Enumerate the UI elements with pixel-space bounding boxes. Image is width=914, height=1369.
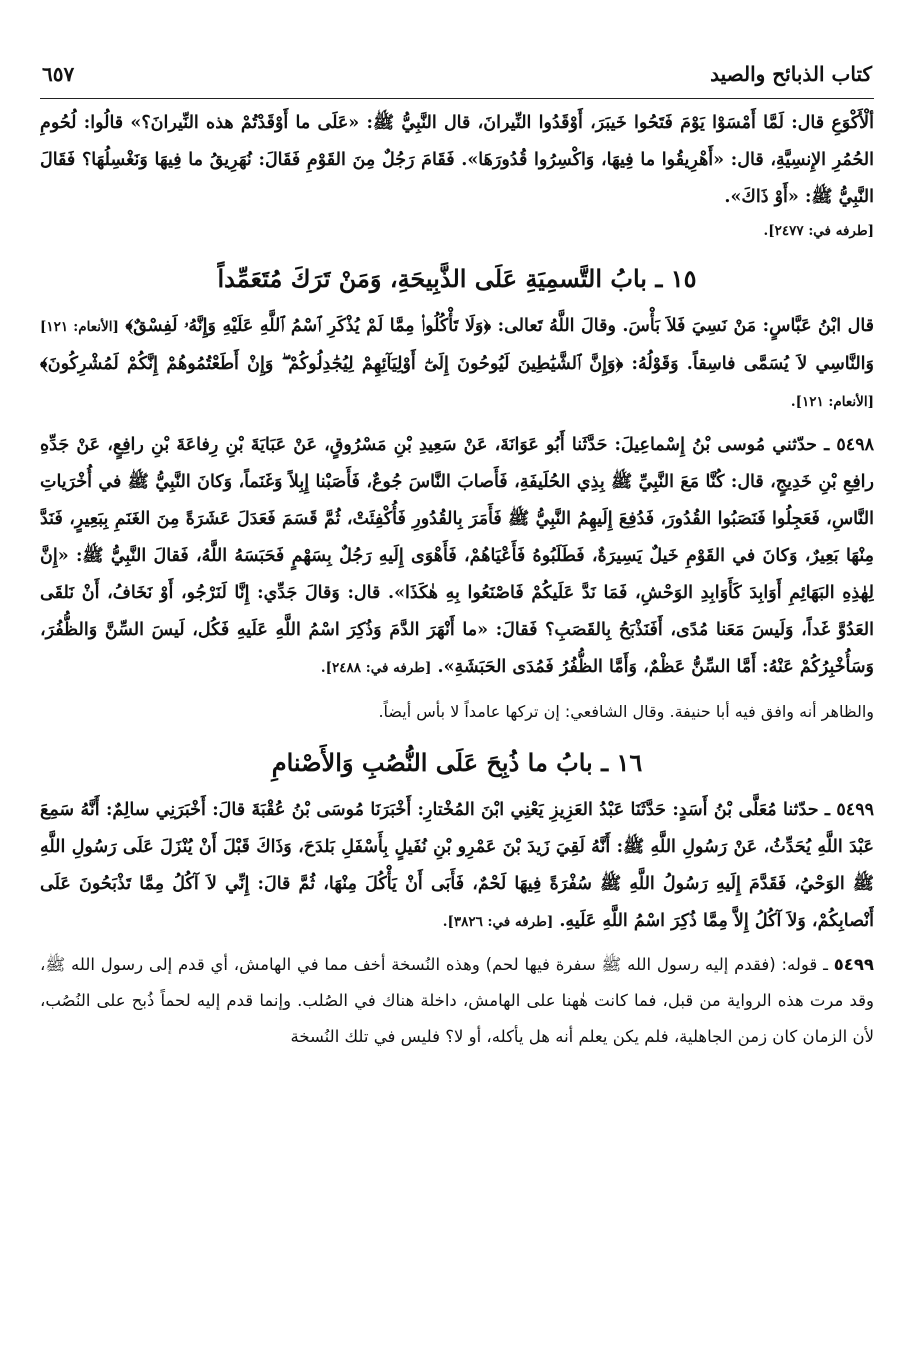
hadith-5498-text: ـ حدّثني مُوسى بْنُ إِسْماعِيلَ: حَدَّثَنا أَبُو عَوَانَةَ، عَنْ سَعِيدِ بْنِ مَسْرُوقٍ، عَنْ عَبَايَةَ بْنِ رِفاعَةَ بْنِ رافِعٍ، عَنْ جَدِّهِ رافِعِ بْنِ خَدِيجٍ، قال: كُنَّا مَعَ النَّبِيِّ ﷺ بِذِي الحُلَيفَةِ، فَأَصابَ النَّاسَ جُوعٌ، فَأَصَبْنا إِبِلاً وَغَنَماً، وَكانَ النَّبِيُّ ﷺ في أُخْرَياتِ النَّاسِ، فَعَجِلُوا فَنَصَبُوا القُدُورَ، فَدُفِعَ إِلَيهِمُ النَّبِيُّ ﷺ فَأَمَرَ بِالقُدُورِ فَأُكْفِئَتْ، ثُمَّ قَسَمَ فَعَدَلَ عَشَرَةً مِنَ الغَنَمِ بِبَعِيرٍ، فَنَدَّ مِنْهَا بَعِيرٌ، وَكانَ في القَوْمِ خَيلٌ يَسِيرَةٌ، فَطَلَبُوهُ فَأَعْيَاهُمْ، فَأَهْوَى إِلَيهِ رَجُلٌ بِسَهْمٍ فَحَبَسَهُ اللَّهُ، فَقالَ النَّبِيُّ ﷺ: «إِنَّ لِهٰذِهِ البَهَائِمِ أَوَابِدَ كَأَوَابِدِ الوَحْشِ، فَمَا نَدَّ عَلَيكُمْ فَاصْنَعُوا بِهِ هٰكَذَا». قال: وَقالَ جَدِّي: إِنَّا لَنَرْجُو، أَوْ نَخَافُ، أَنْ نَلقَى العَدُوَّ غَداً، وَلَيسَ مَعَنا مُدًى، أَفَنَذْبَحُ بِالقَصَبِ؟ فَقالَ: «ما أَنْهَرَ الدَّمَ وَذُكِرَ اسْمُ اللَّهِ عَلَيهِ فَكُل، لَيسَ السِّنَّ وَالظُّفُرَ، وَسَأُخْبِرُكُمْ عَنْهُ: أَمَّا السِّنُّ عَظْمٌ، وَأَمَّا الظُّفُرُ فَمُدَى الحَبَشَةِ».: [40, 435, 874, 677]
hadith-5498: [40, 427, 874, 687]
chapter-15-text-b: وَالنَّاسِي لاَ يُسَمَّى فاسِقاً. وَقَوْلُهُ: ﴿وَإِنَّ ٱلشَّيَٰطِينَ لَيُوحُونَ إِلَىٰٓ أَوْلِيَآئِهِمْ لِيُجَٰدِلُوكُمْ ۖ وَإِنْ أَطَعْتُمُوهُمْ إِنَّكُمْ لَمُشْرِكُونَ﴾: [40, 354, 874, 374]
intro-reference: [طرفه في: ٢٤٧٧].: [763, 223, 874, 239]
page-header: [40, 58, 874, 99]
chapter-15-paragraph: [40, 308, 874, 421]
hadith-5498-number: ٥٤٩٨: [836, 435, 874, 455]
intro-paragraph: [40, 105, 874, 216]
commentary-5499: [40, 947, 874, 1055]
running-title: كتاب الذبائح والصيد: [710, 62, 872, 86]
book-page: [40, 58, 874, 1358]
hadith-5499: [40, 792, 874, 941]
commentary-5499-text: ـ قوله: (فقدم إليه رسول الله ﷺ سفرة فيها لحم) وهذه النُسخة أخف مما في الهامش، أي قدم إلى رسول الله ﷺ، وقد مرت هذه الرواية من قبل، فما كانت هٰهنا على الهامش، داخلة هناك في الصُلب. وإنما قدم إليه لحماً ذُبح على النُصُب، لأن الزمان كان زمن الجاهلية، فلم يكن يعلم أنه هل يأكله، أو لا؟ فليس في تلك النُسخة: [40, 955, 874, 1046]
chapter-15-reference-a: [الأنعام: ١٢١]: [40, 319, 119, 335]
page-number: ٦٥٧: [42, 62, 75, 86]
note-paragraph: والظاهر أنه وافق فيه أبا حنيفة. وقال الشافعي: إن تركها عامداً لا بأس أيضاً.: [378, 702, 874, 721]
chapter-16-title: ١٦ ـ بابُ ما ذُبِحَ عَلَى النُّصُبِ وَالأَصْنامِ: [271, 748, 643, 777]
chapter-15-reference-b: [الأنعام: ١٢١].: [790, 394, 874, 410]
intro-text: ألْأَكْوَعِ قال: لَمَّا أَمْسَوْا يَوْمَ فَتَحُوا خَيبَرَ، أَوْقَدُوا النِّيرانَ، قال النَّبِيُّ ﷺ: «عَلَى ما أَوْقَدْتُمْ هذه النِّيرانَ؟» قالُوا: لُحُومِ الحُمُرِ الإِنسِيَّةِ، قال: «أَهْرِيقُوا ما فِيهَا، وَاكْسِرُوا قُدُورَهَا». فَقَامَ رَجُلٌ مِنَ القَوْمِ فَقَالَ: نُهَرِيقُ ما فِيهَا وَنَغْسِلُهَا؟ فَقَالَ النَّبِيُّ ﷺ: «أَوْ ذَاكَ».: [40, 113, 874, 207]
commentary-5499-number: ٥٤٩٩: [833, 955, 874, 974]
chapter-15-title: ١٥ ـ بابُ التَّسمِيَةِ عَلَى الذَّبِيحَةِ، وَمَنْ تَرَكَ مُتَعَمِّداً: [217, 264, 697, 293]
hadith-5498-reference: [طرفه في: ٢٤٨٨].: [320, 660, 432, 676]
chapter-15-text-a: قال ابْنُ عَبَّاسٍ: مَنْ نَسِيَ فَلاَ بَأْسَ. وقالَ اللَّهُ تَعالى: ﴿وَلَا تَأْكُلُوا۟ مِمَّا لَمْ يُذْكَرِ ٱسْمُ ٱللَّهِ عَلَيْهِ وَإِنَّهُۥ لَفِسْقٌ﴾: [125, 316, 874, 336]
hadith-5499-reference: [طرفه في: ٣٨٢٦].: [442, 914, 554, 930]
hadith-5499-number: ٥٤٩٩: [836, 800, 874, 820]
hadith-5499-text: ـ حدّثنا مُعَلَّى بْنُ أَسَدٍ: حَدَّثَنَا عَبْدُ العَزِيزِ يَعْنِي ابْنَ المُخْتارِ: أَخْبَرَنَا مُوسَى بْنُ عُقْبَةَ قالَ: أَخْبَرَنِي سالِمٌ: أَنَّهُ سَمِعَ عَبْدَ اللَّهِ يُحَدِّثُ، عَنْ رَسُولِ اللَّهِ ﷺ: أَنَّهُ لَقِيَ زَيدَ بْنَ عَمْرِو بْنِ نُفَيلٍ بِأَسْفَلِ بَلدَحَ، وَذَاكَ قَبْلَ أَنْ يُنْزَلَ عَلَى رَسُولِ اللَّهِ ﷺ الوَحْيُ، فَقَدَّمَ إِلَيهِ رَسُولُ اللَّهِ ﷺ سُفْرَةً فِيهَا لَحْمٌ، فَأَبَى أَنْ يَأْكُلَ مِنْهَا، ثُمَّ قالَ: إِنِّي لاَ آكُلُ مِمَّا تَذْبَحُونَ عَلَى أَنْصابِكُمْ، وَلاَ آكُلُ إِلاَّ مِمَّا ذُكِرَ اسْمُ اللَّهِ عَلَيهِ.: [40, 800, 874, 931]
